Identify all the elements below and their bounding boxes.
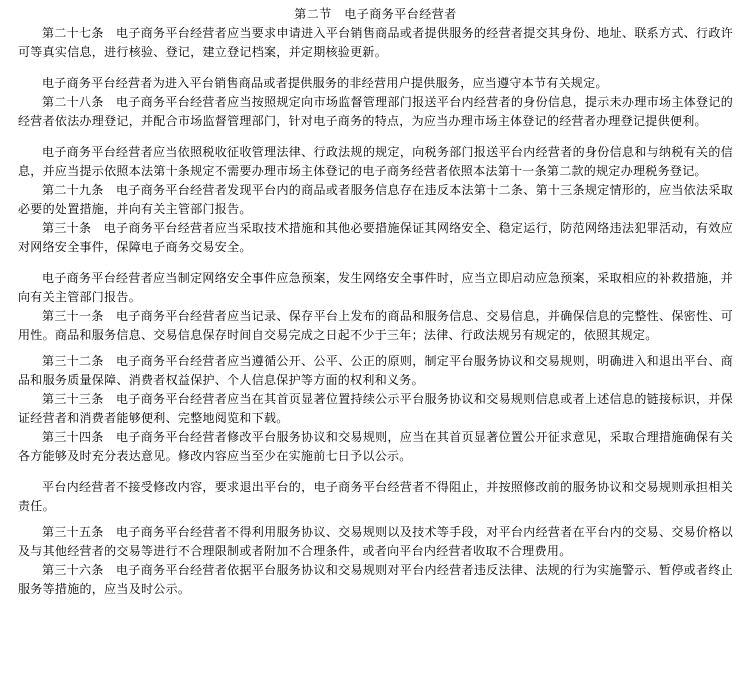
- article-29: 第二十九条 电子商务平台经营者发现平台内的商品或者服务信息存在违反本法第十二条、第十三条规定情形的，应当依法采取必要的处置措施，并向有关主管部门报告。: [18, 183, 733, 216]
- article-34: 第三十四条 电子商务平台经营者修改平台服务协议和交易规则，应当在其首页显著位置公开征求意见，采取合理措施确保有关各方能够及时充分表达意见。修改内容应当至少在实施前七日予以公示。: [18, 430, 733, 463]
- article-30: 第三十条 电子商务平台经营者应当采取技术措施和其他必要措施保证其网络安全、稳定运行，防范网络违法犯罪活动，有效应对网络安全事件，保障电子商务交易安全。: [18, 221, 733, 254]
- article-33: 第三十三条 电子商务平台经营者应当在其首页显著位置持续公示平台服务协议和交易规则信息或者上述信息的链接标识，并保证经营者和消费者能够便利、完整地阅览和下载。: [18, 392, 733, 425]
- article-36: 第三十六条 电子商务平台经营者依据平台服务协议和交易规则对平台内经营者违反法律、法规的行为实施警示、暂停或者终止服务等措施的，应当及时公示。: [18, 563, 733, 596]
- article-28-paragraph-2: 电子商务平台经营者应当依照税收征收管理法律、行政法规的规定，向税务部门报送平台内经营者的身份信息和与纳税有关的信息，并应当提示依照本法第十条规定不需要办理市场主体登记的电子商务经营者依照本法第十一条第二款的规定办理税务登记。: [18, 145, 733, 178]
- article-27: 第二十七条 电子商务平台经营者应当要求申请进入平台销售商品或者提供服务的经营者提交其身份、地址、联系方式、行政许可等真实信息，进行核验、登记，建立登记档案，并定期核验更新。: [18, 26, 733, 59]
- article-31: 第三十一条 电子商务平台经营者应当记录、保存平台上发布的商品和服务信息、交易信息，并确保信息的完整性、保密性、可用性。商品和服务信息、交易信息保存时间自交易完成之日起不少于三年；法律、行政法规另有规定的，依照其规定。: [18, 309, 733, 342]
- article-32: 第三十二条 电子商务平台经营者应当遵循公开、公平、公正的原则，制定平台服务协议和交易规则，明确进入和退出平台、商品和服务质量保障、消费者权益保护、个人信息保护等方面的权利和义务。: [18, 354, 733, 387]
- article-35: 第三十五条 电子商务平台经营者不得利用服务协议、交易规则以及技术等手段，对平台内经营者在平台内的交易、交易价格以及与其他经营者的交易等进行不合理限制或者附加不合理条件，或者向平台内经营者收取不合理费用。: [18, 525, 733, 558]
- article-30-paragraph-2: 电子商务平台经营者应当制定网络安全事件应急预案，发生网络安全事件时，应当立即启动应急预案，采取相应的补救措施，并向有关主管部门报告。: [18, 271, 733, 304]
- section-title: 第二节 电子商务平台经营者: [294, 7, 457, 21]
- article-28: 第二十八条 电子商务平台经营者应当按照规定向市场监督管理部门报送平台内经营者的身份信息，提示未办理市场主体登记的经营者依法办理登记，并配合市场监督管理部门，针对电子商务的特点，为应当办理市场主体登记的经营者办理登记提供便利。: [18, 95, 733, 128]
- article-34-paragraph-2: 平台内经营者不接受修改内容，要求退出平台的，电子商务平台经营者不得阻止，并按照修改前的服务协议和交易规则承担相关责任。: [18, 480, 733, 513]
- article-27-paragraph-2: 电子商务平台经营者为进入平台销售商品或者提供服务的非经营用户提供服务，应当遵守本节有关规定。: [42, 76, 608, 90]
